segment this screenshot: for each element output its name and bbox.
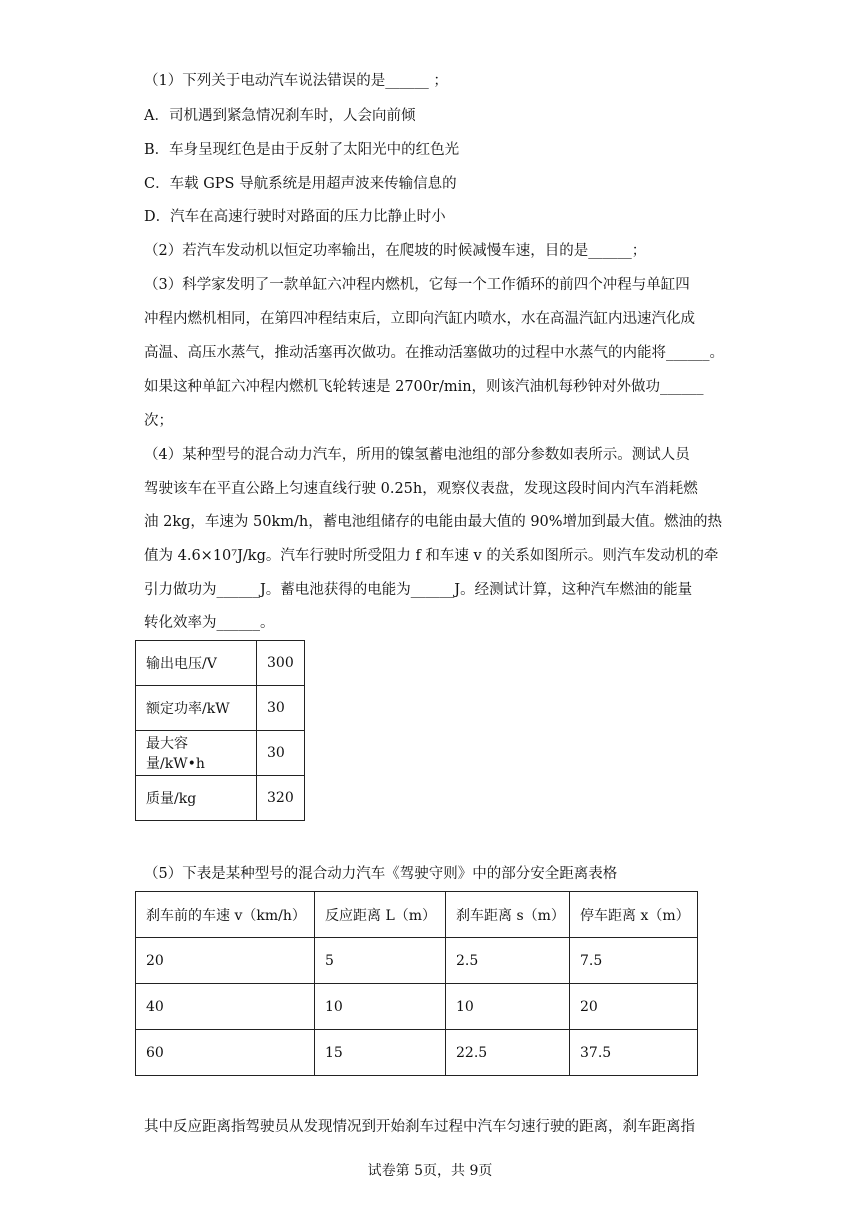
q5-after-text: 其中反应距离指驾驶员从发现情况到开始刹车过程中汽车匀速行驶的距离，刹车距离指 (144, 1119, 695, 1135)
q4-line-4: 值为 4.6×10⁷J/kg。汽车行驶时所受阻力 f 和车速 v 的关系如图所示。则汽车发动机的牵 (144, 548, 719, 564)
table-cell: 15 (315, 1030, 446, 1076)
table-row (136, 1030, 698, 1076)
q4-line-2: 驾驶该车在平直公路上匀速直线行驶 0.25h，观察仪表盘，发现这段时间内汽车消耗燃 (144, 481, 698, 497)
table-row (136, 938, 698, 984)
table-row (136, 731, 305, 776)
q4-line-1: （4）某种型号的混合动力汽车，所用的镍氢蓄电池组的部分参数如表所示。测试人员 (144, 447, 690, 463)
q2-text: （2）若汽车发动机以恒定功率输出，在爬坡的时候减慢车速，目的是______； (144, 243, 647, 259)
table-cell: 20 (570, 984, 698, 1030)
table-row (136, 686, 305, 731)
q3-line-2: 冲程内燃机相同，在第四冲程结束后，立即向汽缸内喷水，水在高温汽缸内迅速汽化成 (144, 311, 695, 327)
param-name: 质量/kg (136, 776, 257, 821)
q1-option-c: C．车载 GPS 导航系统是用超声波来传输信息的 (144, 176, 457, 192)
table-cell: 7.5 (570, 938, 698, 984)
q1-stem: （1）下列关于电动汽车说法错误的是______ ； (144, 73, 448, 89)
param-value: 320 (257, 776, 305, 821)
q3-line-4: 如果这种单缸六冲程内燃机飞轮转速是 2700r/min，则该汽油机每秒钟对外做功______ (144, 379, 704, 395)
table-cell: 10 (446, 984, 570, 1030)
param-value: 30 (257, 686, 305, 731)
table-row (136, 984, 698, 1030)
q1-option-d: D．汽车在高速行驶时对路面的压力比静止时小 (144, 209, 446, 225)
table-cell: 5 (315, 938, 446, 984)
param-name: 输出电压/V (136, 641, 257, 686)
table-cell: 37.5 (570, 1030, 698, 1076)
q1-option-b: B．车身呈现红色是由于反射了太阳光中的红色光 (144, 142, 460, 158)
page-footer: 试卷第 5页，共 9页 (367, 1163, 493, 1179)
column-header: 刹车前的车速 v（km/h） (136, 892, 315, 938)
param-name: 额定功率/kW (136, 686, 257, 731)
q1-option-a: A．司机遇到紧急情况刹车时，人会向前倾 (144, 108, 416, 124)
table-row (136, 641, 305, 686)
param-value: 300 (257, 641, 305, 686)
column-header: 反应距离 L（m） (315, 892, 446, 938)
table-cell: 60 (136, 1030, 315, 1076)
q3-line-1: （3）科学家发明了一款单缸六冲程内燃机，它每一个工作循环的前四个冲程与单缸四 (144, 277, 690, 293)
table-cell: 40 (136, 984, 315, 1030)
q4-line-5: 引力做功为______J。蓄电池获得的电能为______J。经测试计算，这种汽车燃油的能量 (144, 582, 693, 598)
safety-distance-table (135, 891, 698, 1076)
table-header-row (136, 892, 698, 938)
column-header: 刹车距离 s（m） (446, 892, 570, 938)
column-header: 停车距离 x（m） (570, 892, 698, 938)
battery-params-table (135, 640, 305, 821)
q4-line-6: 转化效率为______。 (144, 615, 275, 631)
table-cell: 10 (315, 984, 446, 1030)
param-name: 最大容量/kW•h (136, 731, 257, 776)
table-cell: 22.5 (446, 1030, 570, 1076)
table-cell: 2.5 (446, 938, 570, 984)
q3-line-3: 高温、高压水蒸气，推动活塞再次做功。在推动活塞做功的过程中水蒸气的内能将______。 (144, 345, 724, 361)
table-row (136, 776, 305, 821)
q4-line-3: 油 2kg，车速为 50km/h，蓄电池组储存的电能由最大值的 90%增加到最大值。燃油的热 (144, 514, 723, 530)
q3-line-5: 次； (144, 413, 173, 429)
table-cell: 20 (136, 938, 315, 984)
q5-stem: （5）下表是某种型号的混合动力汽车《驾驶守则》中的部分安全距离表格 (144, 866, 618, 882)
param-value: 30 (257, 731, 305, 776)
